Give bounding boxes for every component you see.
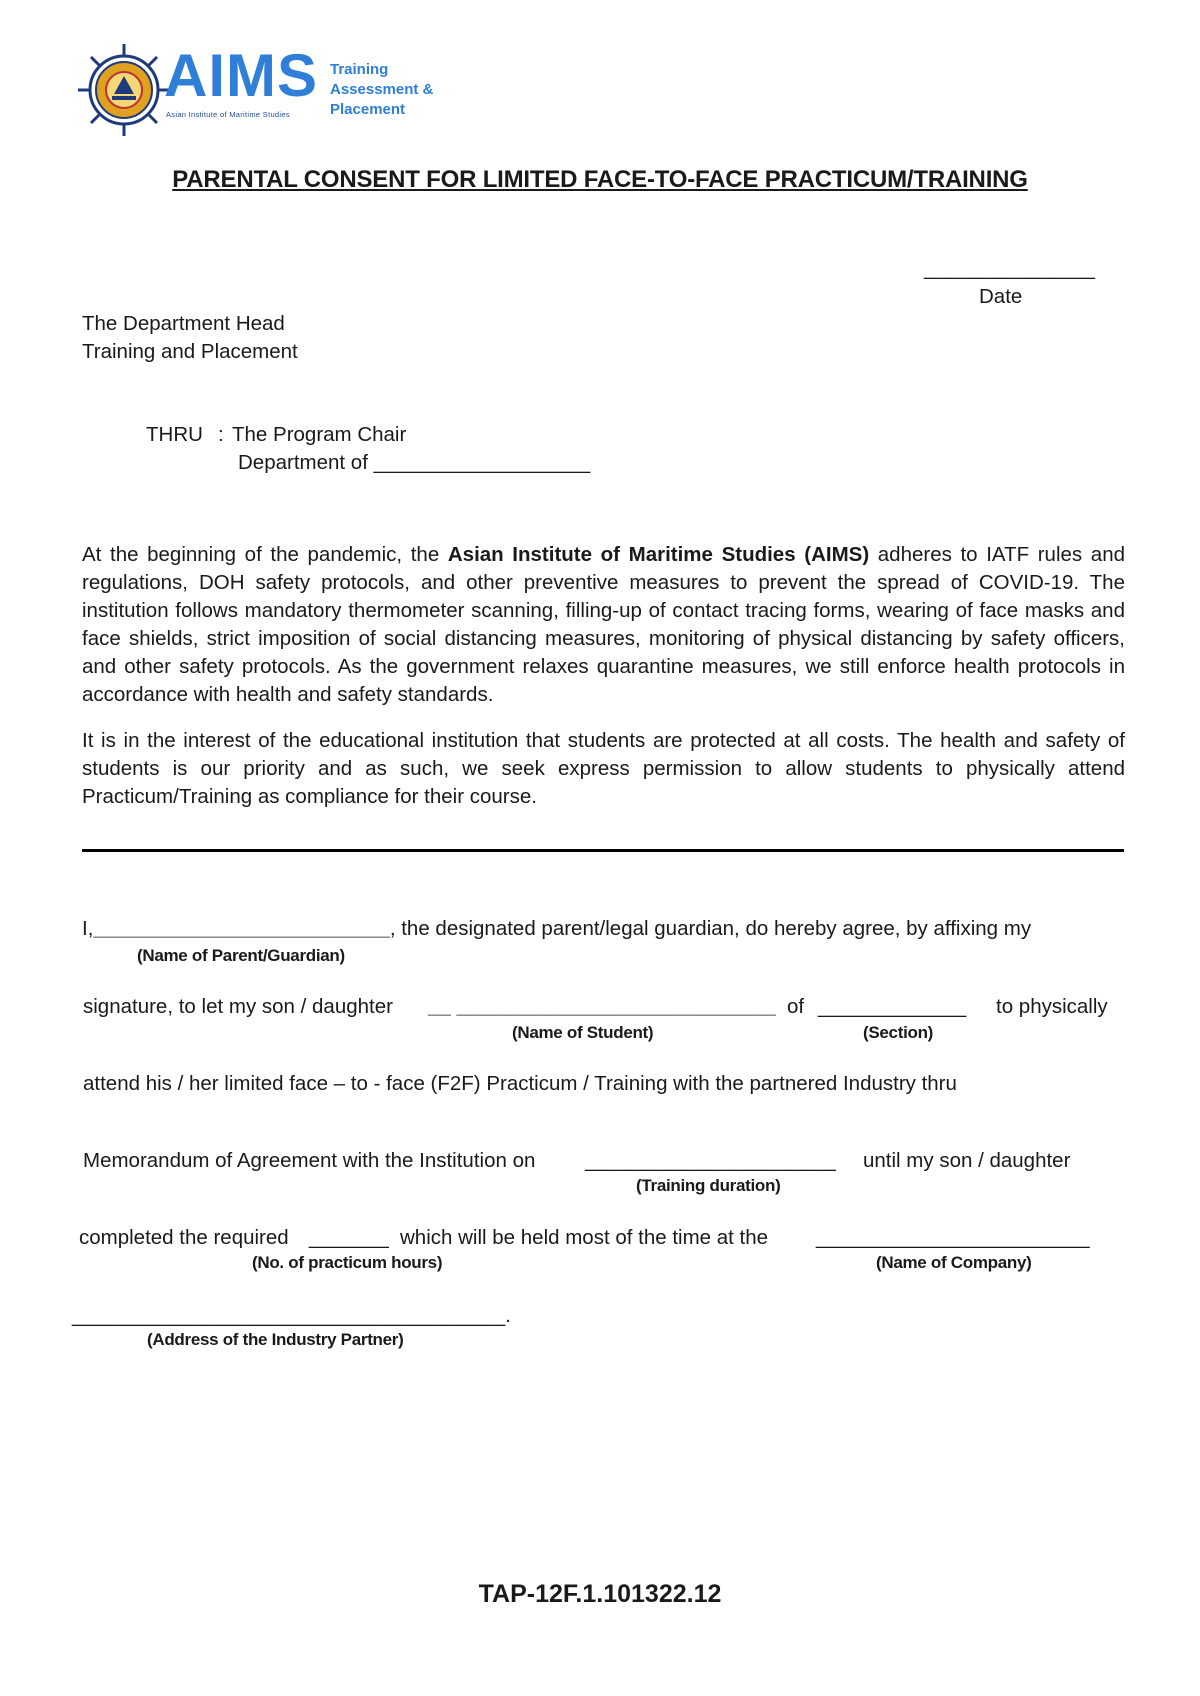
logo-wordmark: AIMS xyxy=(164,42,318,109)
addressee-line1: The Department Head xyxy=(82,312,285,335)
date-label: Date xyxy=(979,285,1023,308)
paragraph-pandemic xyxy=(82,541,1125,709)
consent-l2-post: to physically xyxy=(996,995,1108,1018)
consent-line3: attend his / her limited face – to - face (F2F) Practicum / Training with the partnered Industry thru xyxy=(83,1072,957,1095)
label-company-name: (Name of Company) xyxy=(876,1253,1032,1272)
tagline-assessment: Assessment & xyxy=(330,81,434,98)
section-divider xyxy=(82,849,1124,852)
consent-l2-of: of xyxy=(787,995,805,1018)
tagline-training: Training xyxy=(330,61,389,78)
thru-department: Department of ___________________ xyxy=(238,451,591,474)
label-parent-guardian: (Name of Parent/Guardian) xyxy=(137,946,345,965)
paragraph1-pre: At the beginning of the pandemic, the xyxy=(82,543,448,566)
date-line: _______________ xyxy=(924,257,1096,280)
company-name-blank: ________________________ xyxy=(816,1226,1090,1249)
logo-tagline xyxy=(330,60,433,120)
training-duration-blank: ______________________ xyxy=(585,1149,836,1172)
paragraph-interest: It is in the interest of the educational institution that students are protected at all costs. The health and safety of students is our priority and as such, we seek express permission to allow students to physically attend Practicum/Training as compliance for their course. xyxy=(82,729,1125,808)
consent-l4-post: until my son / daughter xyxy=(863,1149,1071,1172)
consent-line1 xyxy=(82,915,1031,943)
consent-l1-pre: I, xyxy=(82,917,94,940)
paragraph1-post: adheres to IATF rules and regulations, DOH safety protocols, and other preventive measures to prevent the spread of COVID-19. The institution follows mandatory thermometer scanning, filling-up of contact tracing forms, wearing of face masks and face shields, strict imposition of social distancing measures, monitoring of physical distancing by safety officers, and other safety protocols. As the government relaxes quarantine measures, we still enforce health protocols in accordance with health and safety standards. xyxy=(82,543,1125,706)
institution-name: Asian Institute of Maritime Studies (AIMS) xyxy=(447,543,870,566)
consent-l5-mid: which will be held most of the time at the xyxy=(400,1226,769,1249)
label-practicum-hours: (No. of practicum hours) xyxy=(252,1253,443,1272)
label-student-name: (Name of Student) xyxy=(512,1023,654,1042)
practicum-hours-blank: _______ xyxy=(309,1226,389,1249)
logo-subtitle: Asian Institute of Maritime Studies xyxy=(166,110,290,119)
industry-address-blank: ______________________________________. xyxy=(72,1304,511,1327)
student-name-blank: __ ____________________________ xyxy=(428,995,776,1018)
parent-name-blank: __________________________ xyxy=(93,917,390,940)
label-section: (Section) xyxy=(863,1023,934,1042)
thru-label: THRU xyxy=(146,423,203,446)
addressee-line2: Training and Placement xyxy=(82,340,298,363)
document-title: PARENTAL CONSENT FOR LIMITED FACE-TO-FACE PRACTICUM/TRAINING xyxy=(172,166,1028,193)
consent-l1-post: , the designated parent/legal guardian, do hereby agree, by affixing my xyxy=(389,917,1032,940)
aims-logo xyxy=(76,42,436,142)
maritime-seal-icon xyxy=(76,42,172,138)
consent-l4-pre: Memorandum of Agreement with the Institution on xyxy=(83,1149,536,1172)
thru-program-chair: The Program Chair xyxy=(232,423,407,446)
section-blank: _____________ xyxy=(818,995,967,1018)
tagline-placement: Placement xyxy=(330,101,406,118)
thru-separator: : xyxy=(218,423,224,446)
form-code: TAP-12F.1.101322.12 xyxy=(478,1580,722,1608)
consent-l2-pre: signature, to let my son / daughter xyxy=(83,995,393,1018)
consent-l5-pre: completed the required xyxy=(79,1226,289,1249)
label-industry-address: (Address of the Industry Partner) xyxy=(147,1330,404,1349)
label-training-duration: (Training duration) xyxy=(636,1176,781,1195)
